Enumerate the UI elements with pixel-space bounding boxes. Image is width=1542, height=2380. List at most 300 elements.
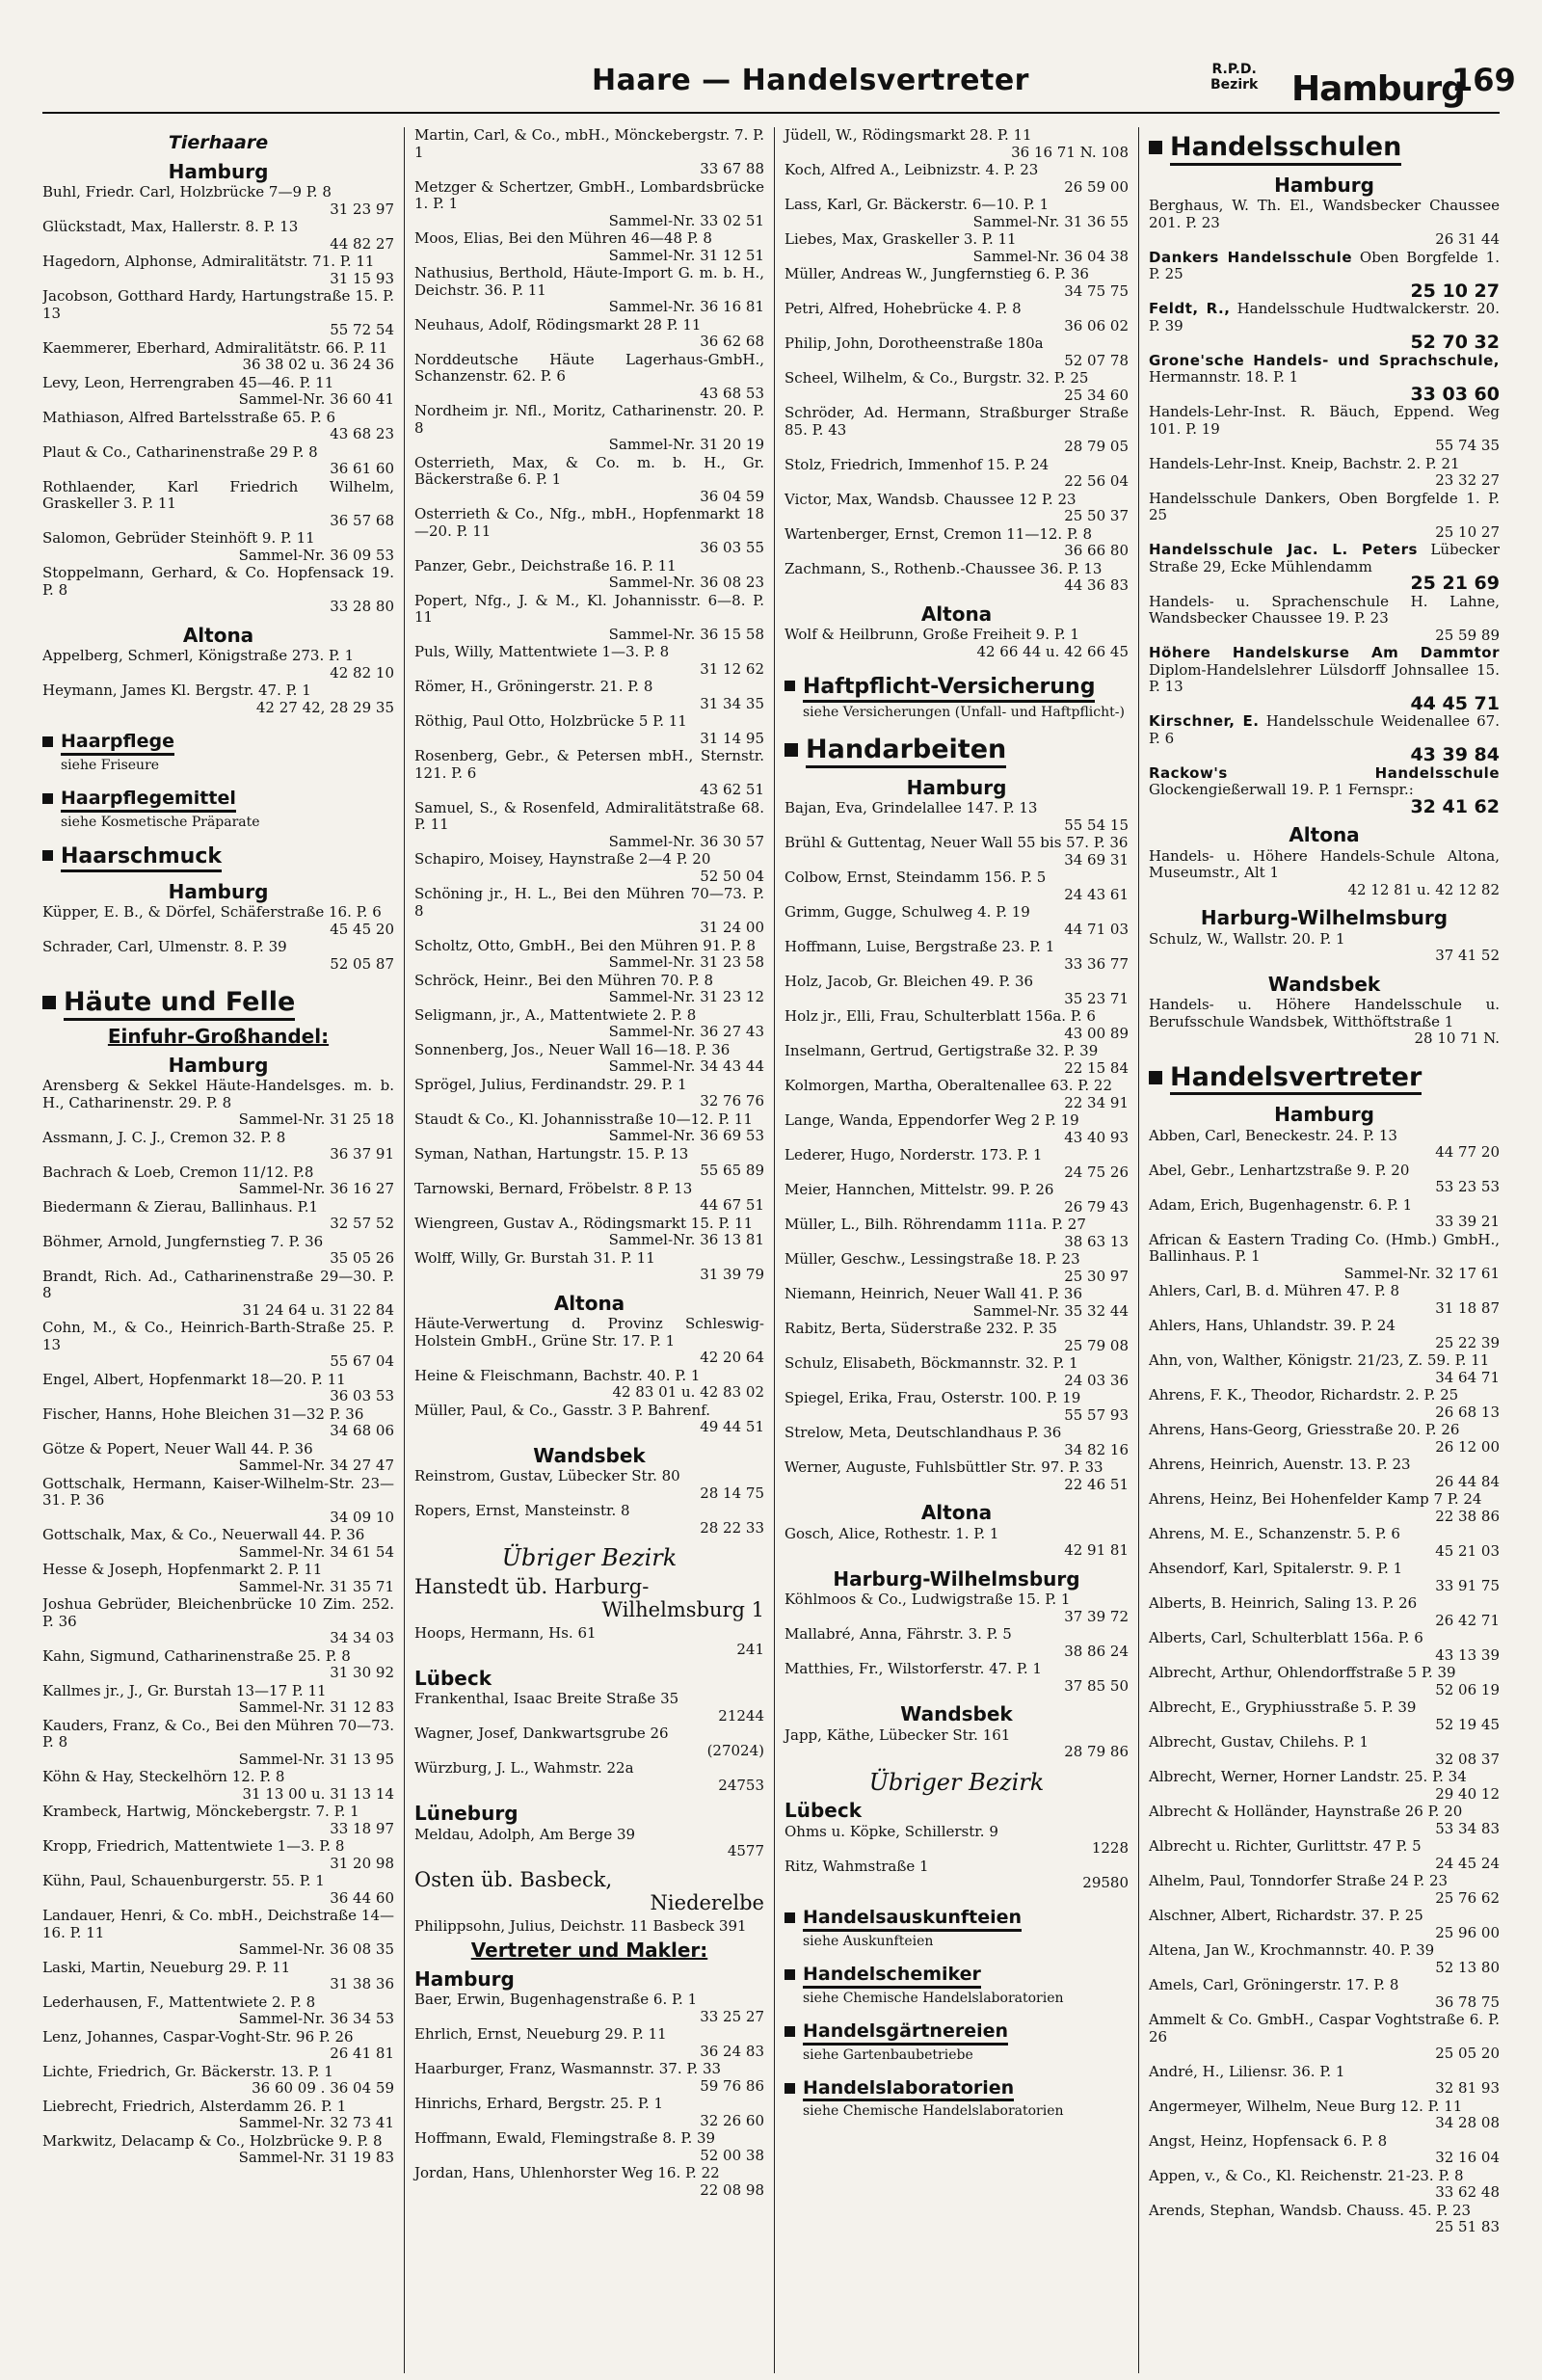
listing-phone: 25 76 62: [1435, 1888, 1500, 1907]
listing-entry: [414, 403, 764, 454]
listing-name: Liebrecht, Friedrich, Alsterdamm 26. P. 1: [42, 2097, 347, 2115]
listing-entry: [784, 370, 1129, 404]
listing-name: Inselmann, Gertrud, Gertigstraße 32. P. 39: [784, 1042, 1099, 1060]
listing-phone: 36 66 80: [1064, 542, 1129, 559]
listing-phone: Sammel-Nr. 31 36 55: [972, 212, 1129, 230]
listing-name: Seligmann, jr., A., Mattentwiete 2. P. 8: [414, 1005, 697, 1024]
listing-phone: 55 65 89: [700, 1162, 764, 1179]
listing-entry: [1149, 1769, 1500, 1803]
listing-phone: 1228: [1091, 1839, 1129, 1858]
listing-name: Zachmann, S., Rothenb.-Chaussee 36. P. 13: [784, 559, 1103, 577]
listing-entry: [1149, 1734, 1500, 1768]
listing-phone: 34 28 08: [1435, 2114, 1500, 2132]
listing-phone: 31 20 98: [330, 1854, 394, 1872]
listing-entry: [784, 197, 1129, 230]
listing-address: Oben Borgfelde 1. P. 25: [1149, 248, 1500, 283]
listing-group: [784, 1727, 1129, 1761]
listing-phone: 52 00 38: [700, 2146, 764, 2164]
listing-name: Lange, Wanda, Eppendorfer Weg 2 P. 19: [784, 1111, 1079, 1130]
listing-name: Römer, H., Gröningerstr. 21. P. 8: [414, 678, 653, 695]
listing-name: Koch, Alfred A., Leibnizstr. 4. P. 23: [784, 161, 1039, 178]
listing-name: Assmann, J. C. J., Cremon 32. P. 8: [42, 1128, 286, 1146]
listing-entry: [784, 1147, 1129, 1181]
listing-name: Osterrieth, Max, & Co. m. b. H., Gr. Bäckerstraße 6. P. 1: [414, 453, 764, 488]
listing-entry: [1149, 1318, 1500, 1351]
listing-phone: 33 25 27: [700, 2007, 764, 2025]
listing-entry: [414, 1827, 764, 1860]
listing-name: Ritz, Wahmstraße 1: [784, 1857, 929, 1875]
listing-name: Staudt & Co., Kl. Johannisstraße 10—12. P. 11: [414, 1110, 753, 1128]
listing-entry: [414, 1503, 764, 1537]
rpd-line-2: Bezirk: [1210, 77, 1259, 93]
listing-phone: 33 67 88: [700, 160, 764, 177]
listing-phone: 34 68 06: [330, 1422, 394, 1440]
listing-entry: [784, 1182, 1129, 1216]
listing-phone: 32 16 04: [1435, 2149, 1500, 2167]
listing-phone: Sammel-Nr. 31 23 12: [608, 988, 764, 1005]
listing-name: Adam, Erich, Bugenhagenstr. 6. P. 1: [1149, 1195, 1413, 1214]
listing-phone: 4577: [727, 1842, 764, 1859]
listing-name: Metzger & Schertzer, GmbH., Lombardsbrücke 1. P. 1: [414, 177, 764, 212]
bullet-square-icon: [784, 681, 795, 691]
listing-entry: [784, 1626, 1129, 1660]
place-line-2: Niederelbe: [650, 1890, 764, 1914]
listing-name: Handels-Lehr-Inst. Kneip, Bachstr. 2. P. 21: [1149, 454, 1460, 472]
bullet-square-icon: [784, 1969, 795, 1980]
listing-entry: [784, 266, 1129, 300]
listing-name: Appelberg, Schmerl, Königstraße 273. P. 1: [42, 647, 355, 664]
listing-entry: [1149, 1977, 1500, 2011]
listing-entry: [1149, 1352, 1500, 1386]
listing-phone: 36 78 75: [1435, 1992, 1500, 2011]
listing-entry: [414, 679, 764, 712]
listing-name: Ahrens, F. K., Theodor, Richardstr. 2. P. 25: [1149, 1386, 1459, 1404]
bullet-square-icon: [42, 736, 53, 747]
section-label: Handelsauskunfteien: [803, 1908, 1022, 1932]
listing-address: Handelsschule Hudtwalckerstr. 20. P. 39: [1149, 300, 1500, 334]
listing-phone: Sammel-Nr. 36 09 53: [238, 546, 394, 564]
see-reference: siehe Versicherungen (Unfall- und Haftpflicht-): [803, 705, 1125, 721]
listing-name: Ohms u. Köpke, Schillerstr. 9: [784, 1822, 998, 1840]
listing-name: Mallabré, Anna, Fährstr. 3. P. 5: [784, 1625, 1012, 1644]
listing-phone: 43 13 39: [1435, 1645, 1500, 1664]
listing-phone: 25 22 39: [1435, 1333, 1500, 1351]
listing-entry: [42, 1873, 394, 1907]
listing-phone: 31 39 79: [700, 1266, 764, 1283]
listing-name: Albrecht, Werner, Horner Landstr. 25. P. 34: [1149, 1768, 1467, 1786]
listing-entry: [414, 1077, 764, 1110]
place-line-1: Osten üb. Basbeck,: [414, 1867, 613, 1891]
listing-entry: [42, 1078, 394, 1129]
rpd-line-1: R.P.D.: [1211, 62, 1257, 77]
listing-group: [414, 1468, 764, 1537]
listing-entry: [42, 1562, 394, 1595]
listing-entry: [1149, 1283, 1500, 1317]
listing-entry: [1149, 1163, 1500, 1196]
city-heading: Altona: [182, 623, 254, 647]
listing-entry: [42, 1269, 394, 1320]
listing-group: [784, 800, 1129, 1493]
city-heading: Hamburg: [168, 879, 269, 903]
listing-name: Hoffmann, Ewald, Flemingstraße 8. P. 39: [414, 2129, 716, 2147]
listing-entry: [414, 506, 764, 557]
section-label: Handelsschulen: [1170, 133, 1401, 166]
listing-name: Alhelm, Paul, Tonndorfer Straße 24 P. 23: [1149, 1872, 1449, 1890]
listing-entry: [1149, 997, 1500, 1048]
city-heading: Hamburg: [168, 1053, 269, 1077]
listing-address: Kl. Bergstr. 47. P. 1: [171, 682, 311, 699]
listing-name: Berghaus, W. Th. El., Wandsbecker Chaussee 201. P. 23: [1149, 197, 1500, 231]
listing-phone: 42 12 81 u. 42 12 82: [1347, 880, 1500, 898]
listing-phone: 31 34 35: [700, 694, 764, 712]
city-heading: Altona: [920, 602, 993, 626]
listing-name: Hagedorn, Alphonse, Admiralitätstr. 71. P. 11: [42, 253, 375, 270]
listing-phone: 42 66 44 u. 42 66 45: [976, 642, 1129, 660]
listing-name: Meier, Hannchen, Mittelstr. 99. P. 26: [784, 1181, 1054, 1199]
listing-name: Schröder, Ad. Hermann, Straßburger Straße 85. P. 43: [784, 404, 1129, 439]
listing-name: Philippsohn, Julius, Deichstr. 11 Basbeck 391: [414, 1916, 747, 1935]
listing-name: Hoops, Hermann, Hs. 61: [414, 1623, 597, 1642]
listing-entry: [1149, 1942, 1500, 1976]
listing-phone: 37 85 50: [1064, 1676, 1129, 1695]
listing-phone: Sammel-Nr. 34 27 47: [238, 1457, 394, 1475]
listing-phone: 44 82 27: [330, 234, 394, 253]
listing-phone: 36 06 02: [1064, 316, 1129, 334]
listing-entry: [784, 1661, 1129, 1695]
city-heading: Harburg-Wilhelmsburg: [1200, 906, 1449, 930]
listing-name: Hesse & Joseph, Hopfenmarkt 2. P. 11: [42, 1561, 323, 1579]
listing-name: Victor, Max, Wandsb. Chaussee 12 P. 23: [784, 490, 1077, 508]
listing-entry: [42, 939, 394, 973]
listing-entry: [414, 230, 764, 264]
listing-name: Küpper, E. B., & Dörfel, Schäferstraße 16. P. 6: [42, 903, 382, 922]
listing-phone: 49 44 51: [700, 1418, 764, 1435]
listing-phone: 22 38 86: [1435, 1507, 1500, 1525]
listing-group: [414, 1625, 764, 1659]
listing-phone: 33 39 21: [1435, 1213, 1500, 1231]
listing-name: Markwitz, Delacamp & Co., Holzbrücke 9. P. 8: [42, 2131, 383, 2150]
listing-entry: [414, 1725, 764, 1759]
listing-name: Jordan, Hans, Uhlenhorster Weg 16. P. 22: [414, 2164, 720, 2181]
listing-entry: [1149, 404, 1500, 455]
listing-entry: [1149, 1873, 1500, 1907]
listing-name: Stoppelmann, Gerhard, & Co. Hopfensack 19. P. 8: [42, 564, 394, 599]
listing-phone: 24 03 36: [1064, 1371, 1129, 1389]
listing-entry: [42, 1372, 394, 1405]
listing-entry: [784, 231, 1129, 265]
listing-phone: 31 30 92: [330, 1664, 394, 1682]
section-handelsvertreter: [1149, 1063, 1500, 1096]
section-handelsgaertnereien: [784, 2021, 1129, 2046]
listing-name: Würzburg, J. L., Wahmstr. 22a: [414, 1759, 634, 1777]
listing-phone: 26 79 43: [1064, 1197, 1129, 1216]
city-heading: Altona: [1289, 823, 1360, 847]
listing-phone: 37 39 72: [1064, 1607, 1129, 1625]
listing-name: Ahrens, Heinz, Bei Hohenfelder Kamp 7 P. 24: [1149, 1490, 1482, 1509]
listing-entry: [784, 301, 1129, 334]
listing-phone: 43 00 89: [1064, 1024, 1129, 1042]
listing-phone: 43 68 23: [330, 425, 394, 442]
listing-name: Nordheim jr. Nfl., Moritz, Catharinenstr. 20. P. 8: [414, 402, 764, 437]
listing-phone: 35 05 26: [330, 1249, 394, 1268]
region-heading-uebriger-bezirk: Übriger Bezirk: [501, 1544, 678, 1571]
subsection-vertreter-makler: Vertreter und Makler:: [470, 1939, 708, 1962]
listing-phone: 25 50 37: [1064, 507, 1129, 524]
listing-entry: [42, 2099, 394, 2132]
listing-name: Spiegel, Erika, Frau, Osterstr. 100. P. 19: [784, 1389, 1081, 1407]
listing-phone: 33 91 75: [1435, 1576, 1500, 1594]
listing-entry: [42, 1908, 394, 1959]
listing-name: Matthies, Fr., Wilstorferstr. 47. P. 1: [784, 1660, 1042, 1678]
listing-entry: [414, 1316, 764, 1367]
listing-name: Müller, L., Bilh. Röhrendamm 111a. P. 27: [784, 1216, 1086, 1234]
listing-address: Lübecker Straße 29, Ecke Mühlendamm: [1149, 541, 1500, 575]
section-label: Handarbeiten: [806, 735, 1006, 768]
city-heading: Hamburg: [1274, 1103, 1374, 1127]
section-label: Haarpflegemittel: [61, 789, 236, 813]
listing-entry: [784, 1112, 1129, 1146]
listing-phone: 31 13 00 u. 31 13 14: [242, 1784, 394, 1803]
bullet-square-icon: [42, 850, 53, 861]
listing-phone: 52 06 19: [1435, 1680, 1500, 1698]
listing-phone: Sammel-Nr. 32 73 41: [238, 2114, 394, 2132]
listing-entry: [414, 1146, 764, 1180]
section-haarpflegemittel: [42, 789, 394, 813]
see-reference: siehe Auskunfteien: [803, 1933, 934, 1949]
listing-name: Albrecht, Gustav, Chilehs. P. 1: [1149, 1733, 1369, 1752]
listing-phone: 25 21 69: [1410, 573, 1500, 595]
listing-address: Diplom-Handelslehrer Lülsdorff Johnsallee 15. P. 13: [1149, 660, 1500, 696]
listing-phone: Sammel-Nr. 36 30 57: [608, 832, 764, 850]
listing-phone: 31 38 36: [330, 1975, 394, 1993]
listing-entry: [414, 644, 764, 678]
listing-entry: [784, 457, 1129, 491]
listing-entry: [1149, 2133, 1500, 2167]
listing-entry: [784, 526, 1129, 560]
listing-name: Angermeyer, Wilhelm, Neue Burg 12. P. 11: [1149, 2097, 1463, 2115]
listing-entry: [1149, 2203, 1500, 2236]
listing-entry: [414, 1216, 764, 1249]
listing-name: Haarburger, Franz, Wasmannstr. 37. P. 33: [414, 2060, 722, 2077]
section-handelslaboratorien: [784, 2078, 1129, 2102]
listing-phone: 34 69 31: [1064, 850, 1129, 869]
listing-name: Werner, Auguste, Fuhlsbüttler Str. 97. P. 33: [784, 1458, 1103, 1477]
listing-phone: 23 32 27: [1435, 471, 1500, 490]
listing-phone: 59 76 86: [700, 2076, 764, 2095]
listing-name: Glückstadt, Max, Hallerstr. 8. P. 13: [42, 218, 299, 235]
listing-entry: [42, 1130, 394, 1163]
bullet-square-icon: [784, 2026, 795, 2037]
listing-group: [1149, 1128, 1500, 2236]
listing-address: Handelsschule Weidenallee 67. P. 6: [1149, 712, 1500, 747]
subsection-einfuhr: Einfuhr-Großhandel:: [107, 1025, 330, 1049]
bullet-square-icon: [784, 2083, 795, 2094]
listing-name: Schulz, Elisabeth, Böckmannstr. 32. P. 1: [784, 1354, 1078, 1373]
listing-phone: Sammel-Nr. 36 27 43: [608, 1023, 764, 1040]
section-handelschemiker: [784, 1965, 1129, 1989]
listing-entry: [42, 375, 394, 409]
listing-group: [1149, 931, 1500, 965]
listing-phone: 43 68 53: [700, 384, 764, 402]
listing-entry: [414, 1403, 764, 1436]
listing-entry: [414, 1691, 764, 1725]
listing-name: Tarnowski, Bernard, Fröbelstr. 8 P. 13: [414, 1179, 693, 1197]
listing-phone: 52 07 78: [1064, 351, 1129, 369]
listing-address: Bartelsstraße 65. P. 6: [178, 408, 336, 426]
listing-entry: [414, 317, 764, 351]
listing-entry: [42, 1769, 394, 1803]
listing-entry: [42, 219, 394, 253]
listing-name: Schrader, Carl, Ulmenstr. 8. P. 39: [42, 938, 287, 956]
section-haarschmuck: [42, 845, 394, 872]
listing-entry: [42, 1718, 394, 1769]
listing-name: Götze & Popert, Neuer Wall 44. P. 36: [42, 1439, 313, 1457]
rpd-label: [1210, 62, 1258, 93]
place-line-1: Hanstedt üb. Harburg-: [414, 1574, 650, 1598]
listing-entry: [42, 2133, 394, 2167]
listing-phone: 25 59 89: [1435, 626, 1500, 644]
listing-name: Japp, Käthe, Lübecker Str. 161: [784, 1725, 1011, 1744]
listing-entry: [1149, 1526, 1500, 1560]
listing-name: Handels-Lehr-Inst. R. Bäuch, Eppend. Weg 101. P. 19: [1149, 403, 1500, 438]
listing-name: Brandt, Rich. Ad., Catharinenstraße 29—30. P. 8: [42, 1267, 394, 1302]
listing-phone: 38 63 13: [1064, 1232, 1129, 1250]
city-heading: Wandsbek: [900, 1702, 1013, 1726]
listing-name: Abel, Gebr., Lenhartzstraße 9. P. 20: [1149, 1161, 1410, 1179]
listing-phone: 24 43 61: [1064, 885, 1129, 903]
listing-entry: [42, 904, 394, 938]
listing-phone: 26 31 44: [1435, 230, 1500, 249]
listing-phone: 42 27 42, 28 29 35: [255, 698, 394, 716]
listing-phone: Sammel-Nr. 34 43 44: [608, 1057, 764, 1075]
listing-phone: 28 14 75: [700, 1484, 764, 1502]
listing-phone: 34 34 03: [330, 1629, 394, 1647]
listing-name: Schulz, W., Wallstr. 20. P. 1: [1149, 929, 1345, 948]
listing-phone: 38 86 24: [1064, 1642, 1129, 1660]
listing-phone: 25 10 27: [1410, 280, 1500, 302]
listing-name: Gottschalk, Max, & Co., Neuerwall 44. P. 36: [42, 1526, 365, 1544]
listing-entry: [414, 2130, 764, 2164]
listing-name: Kühn, Paul, Schauenburgerstr. 55. P. 1: [42, 1872, 325, 1890]
listing-name: Kallmes jr., J., Gr. Burstah 13—17 P. 11: [42, 1681, 327, 1699]
listing-name: Handelsschule Dankers, Oben Borgfelde 1. P. 25: [1149, 489, 1500, 524]
listing-group: [1149, 848, 1500, 899]
listing-name: Ahrens, M. E., Schanzenstr. 5. P. 6: [1149, 1525, 1400, 1543]
listing-entry: [1149, 713, 1500, 764]
listing-entry: [784, 1591, 1129, 1625]
listing-phone: 34 09 10: [330, 1508, 394, 1526]
city-heading: Altona: [920, 1501, 993, 1525]
listing-entry: [414, 558, 764, 592]
listing-address: Hermannstr. 18. P. 1: [1149, 368, 1299, 387]
listing-group: [414, 1992, 764, 2199]
listing-entry: [784, 1859, 1129, 1892]
listing-entry: [1149, 1665, 1500, 1698]
listing-entry: [414, 748, 764, 799]
listing-phone: Sammel-Nr. 36 16 27: [238, 1180, 394, 1198]
listing-entry: [414, 593, 764, 644]
listing-name: Cohn, M., & Co., Heinrich-Barth-Straße 25. P. 13: [42, 1319, 394, 1353]
listing-phone: Sammel-Nr. 35 32 44: [972, 1301, 1129, 1320]
listing-name: Levy, Leon, Herrengraben 45—46. P. 11: [42, 373, 334, 391]
listing-name: Rabitz, Berta, Süderstraße 232. P. 35: [784, 1320, 1057, 1338]
listing-name: Jacobson, Gotthard Hardy, Hartungstraße 15. P. 13: [42, 287, 394, 322]
listing-entry: [1149, 353, 1500, 404]
listing-phone: 22 56 04: [1064, 472, 1129, 490]
listing-phone: 25 05 20: [1435, 2045, 1500, 2063]
listing-entry: [414, 179, 764, 230]
listing-phone: 44 67 51: [700, 1196, 764, 1214]
listing-name: Kauders, Franz, & Co., Bei den Mühren 70—73. P. 8: [42, 1716, 394, 1752]
listing-name: Handelsschule Jac. L. Peters: [1149, 541, 1418, 559]
city-heading: Hamburg: [414, 1966, 515, 1991]
column-4: [1139, 127, 1500, 2373]
listing-phone: Sammel-Nr. 31 25 18: [238, 1110, 394, 1129]
section-haarpflege: [42, 732, 394, 756]
listing-entry: [1149, 931, 1500, 965]
listing-group: [42, 1078, 394, 2167]
listing-entry: [784, 1043, 1129, 1077]
listing-name: Brühl & Guttentag, Neuer Wall 55 bis 57. P. 36: [784, 834, 1129, 852]
listing-name: Ammelt & Co. GmbH., Caspar Voghtstraße 6. P. 26: [1149, 2011, 1500, 2046]
listing-name: Puls, Willy, Mattentwiete 1—3. P. 8: [414, 643, 670, 660]
listing-phone: 22 08 98: [700, 2180, 764, 2199]
listing-phone: 36 38 02 u. 36 24 36: [242, 356, 394, 373]
listing-entry: [1149, 1838, 1500, 1872]
listing-phone: 52 13 80: [1435, 1958, 1500, 1976]
listing-name: Schöning jr., H. L., Bei den Mühren 70—73. P. 8: [414, 885, 764, 920]
bullet-square-icon: [784, 1912, 795, 1923]
listing-phone: 53 34 83: [1435, 1819, 1500, 1837]
listing-name: Hoffmann, Luise, Bergstraße 23. P. 1: [784, 938, 1055, 956]
listing-phone: Sammel-Nr. 36 60 41: [238, 390, 394, 408]
listing-entry: [1149, 1457, 1500, 1490]
listing-entry: [784, 1390, 1129, 1424]
listing-phone: Sammel-Nr. 34 61 54: [238, 1542, 394, 1561]
listing-name: Müller, Paul, & Co., Gasstr. 3 P. Bahrenf.: [414, 1401, 711, 1419]
listing-phone: 35 23 71: [1064, 989, 1129, 1007]
listing-name: Handels- u. Höhere Handels-Schule Altona, Museumstr., Alt 1: [1149, 846, 1500, 882]
listing-phone: 36 44 60: [330, 1888, 394, 1907]
listing-phone: 29580: [1082, 1874, 1129, 1892]
listing-group: [784, 1591, 1129, 1695]
listing-phone: 24753: [718, 1776, 764, 1794]
listing-name: Rothlaender, Karl Friedrich Wilhelm, Graskeller 3. P. 11: [42, 477, 394, 512]
listing-group: [1149, 198, 1500, 816]
listing-entry: [42, 479, 394, 530]
listing-phone: 31 15 93: [330, 269, 394, 287]
listing-name: Lichte, Friedrich, Gr. Bäckerstr. 13. P. 1: [42, 2062, 333, 2080]
listing-phone: 31 14 95: [700, 729, 764, 747]
listing-name: Baer, Erwin, Bugenhagenstraße 6. P. 1: [414, 1991, 698, 2008]
listing-name: Heymann, James: [42, 682, 167, 699]
listing-entry: [1149, 1561, 1500, 1594]
listing-phone: 36 03 55: [700, 539, 764, 556]
listing-entry: [784, 800, 1129, 834]
listing-name: Röthig, Paul Otto, Holzbrücke 5 P. 11: [414, 712, 687, 730]
listing-phone: 33 18 97: [330, 1819, 394, 1837]
listing-name: Albrecht & Holländer, Haynstraße 26 P. 20: [1149, 1803, 1463, 1821]
listing-name: Ahrens, Hans-Georg, Griesstraße 20. P. 26: [1149, 1421, 1460, 1439]
listing-phone: 52 05 87: [330, 954, 394, 973]
listing-name: Popert, Nfg., J. & M., Kl. Johannisstr. 6—8. P. 11: [414, 591, 764, 626]
listing-phone: 33 28 80: [330, 598, 394, 615]
listing-name: Petri, Alfred, Hohebrücke 4. P. 8: [784, 300, 1022, 317]
section-label: Handelsgärtnereien: [803, 2021, 1008, 2046]
listing-name: Häute-Verwertung d. Provinz Schleswig-Holstein GmbH., Grüne Str. 17. P. 1: [414, 1315, 764, 1350]
listing-phone: (27024): [706, 1741, 764, 1759]
listing-name: Ahrens, Heinrich, Auenstr. 13. P. 23: [1149, 1456, 1411, 1474]
